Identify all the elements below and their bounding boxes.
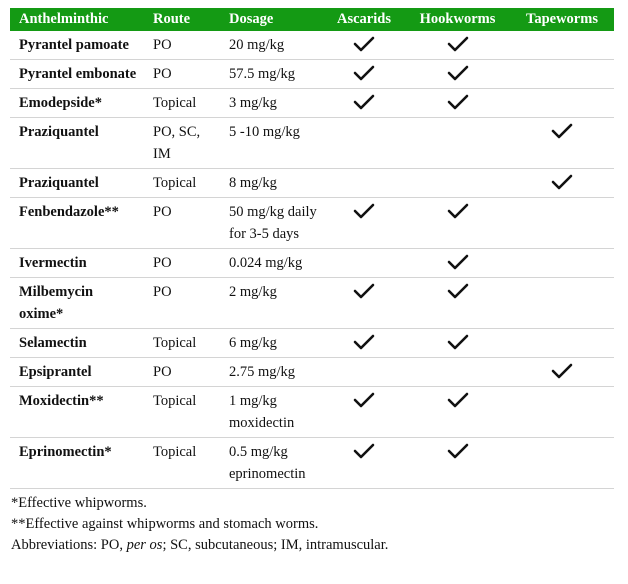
check-icon	[447, 253, 469, 271]
table-row	[10, 358, 614, 387]
table-row	[10, 89, 614, 118]
header-anthelminthic: Anthelminthic	[10, 8, 144, 31]
cell-tapeworms	[510, 169, 614, 198]
table-row	[10, 387, 614, 438]
cell-ascarids	[323, 89, 405, 118]
cell-ascarids	[323, 329, 405, 358]
header-row	[10, 8, 614, 31]
abbr-suffix: ; SC, subcutaneous; IM, intramuscular.	[162, 537, 389, 553]
table-row	[10, 329, 614, 358]
check-icon	[551, 173, 573, 191]
cell-route: Topical	[144, 169, 220, 198]
cell-ascarids	[323, 249, 405, 278]
table-row	[10, 31, 614, 60]
cell-tapeworms	[510, 278, 614, 329]
check-icon	[447, 202, 469, 220]
cell-ascarids	[323, 118, 405, 169]
cell-hookworms	[405, 249, 510, 278]
check-icon	[353, 391, 375, 409]
cell-anthelminthic: Praziquantel	[10, 118, 144, 169]
cell-route: Topical	[144, 329, 220, 358]
cell-anthelminthic: Selamectin	[10, 329, 144, 358]
check-icon	[447, 391, 469, 409]
cell-dosage: 6 mg/kg	[220, 329, 323, 358]
cell-dosage: 20 mg/kg	[220, 31, 323, 60]
cell-tapeworms	[510, 118, 614, 169]
cell-tapeworms	[510, 31, 614, 60]
table-header	[10, 8, 614, 31]
cell-tapeworms	[510, 358, 614, 387]
footnote-abbreviations	[11, 535, 614, 556]
check-icon	[551, 362, 573, 380]
cell-anthelminthic: Ivermectin	[10, 249, 144, 278]
cell-hookworms	[405, 329, 510, 358]
cell-dosage: 50 mg/kg daily for 3-5 days	[220, 198, 323, 249]
drug-table-container	[10, 8, 614, 556]
abbr-per-os: per os	[126, 537, 163, 553]
check-icon	[353, 35, 375, 53]
cell-hookworms	[405, 89, 510, 118]
cell-anthelminthic: Eprinomectin*	[10, 438, 144, 489]
table-row	[10, 60, 614, 89]
header-route: Route	[144, 8, 220, 31]
check-icon	[447, 93, 469, 111]
cell-dosage: 5 -10 mg/kg	[220, 118, 323, 169]
cell-anthelminthic: Moxidectin**	[10, 387, 144, 438]
check-icon	[551, 122, 573, 140]
cell-ascarids	[323, 198, 405, 249]
cell-ascarids	[323, 60, 405, 89]
table-row	[10, 118, 614, 169]
cell-tapeworms	[510, 438, 614, 489]
anthelminthic-table	[10, 8, 614, 489]
cell-hookworms	[405, 31, 510, 60]
cell-hookworms	[405, 198, 510, 249]
cell-dosage: 1 mg/kg moxidectin	[220, 387, 323, 438]
check-icon	[353, 202, 375, 220]
cell-tapeworms	[510, 329, 614, 358]
cell-dosage: 3 mg/kg	[220, 89, 323, 118]
check-icon	[353, 64, 375, 82]
check-icon	[447, 64, 469, 82]
cell-dosage: 2.75 mg/kg	[220, 358, 323, 387]
check-icon	[353, 282, 375, 300]
cell-route: PO	[144, 60, 220, 89]
cell-ascarids	[323, 31, 405, 60]
cell-hookworms	[405, 387, 510, 438]
cell-tapeworms	[510, 387, 614, 438]
table-row	[10, 438, 614, 489]
check-icon	[447, 442, 469, 460]
cell-route: Topical	[144, 438, 220, 489]
cell-anthelminthic: Emodepside*	[10, 89, 144, 118]
table-row	[10, 198, 614, 249]
cell-hookworms	[405, 438, 510, 489]
abbr-prefix: Abbreviations: PO,	[11, 537, 127, 553]
cell-anthelminthic: Milbemycin oxime*	[10, 278, 144, 329]
cell-tapeworms	[510, 198, 614, 249]
table-row	[10, 249, 614, 278]
cell-route: PO	[144, 249, 220, 278]
cell-anthelminthic: Praziquantel	[10, 169, 144, 198]
cell-anthelminthic: Epsiprantel	[10, 358, 144, 387]
cell-tapeworms	[510, 249, 614, 278]
cell-hookworms	[405, 60, 510, 89]
cell-ascarids	[323, 278, 405, 329]
footnotes	[10, 493, 614, 556]
footnote-stomach-worms: **Effective against whipworms and stomach worms.	[11, 516, 319, 532]
cell-hookworms	[405, 358, 510, 387]
footnote-whipworms: *Effective whipworms.	[11, 495, 147, 511]
cell-dosage: 0.024 mg/kg	[220, 249, 323, 278]
check-icon	[353, 93, 375, 111]
cell-route: Topical	[144, 387, 220, 438]
cell-dosage: 57.5 mg/kg	[220, 60, 323, 89]
header-hookworms: Hookworms	[405, 8, 510, 31]
check-icon	[353, 333, 375, 351]
cell-dosage: 0.5 mg/kg eprinomectin	[220, 438, 323, 489]
cell-anthelminthic: Pyrantel pamoate	[10, 31, 144, 60]
cell-hookworms	[405, 118, 510, 169]
check-icon	[447, 282, 469, 300]
header-dosage: Dosage	[220, 8, 323, 31]
cell-dosage: 2 mg/kg	[220, 278, 323, 329]
cell-route: PO	[144, 198, 220, 249]
cell-route: PO, SC, IM	[144, 118, 220, 169]
cell-tapeworms	[510, 60, 614, 89]
check-icon	[447, 333, 469, 351]
cell-route: PO	[144, 31, 220, 60]
table-body	[10, 31, 614, 489]
cell-route: PO	[144, 278, 220, 329]
cell-tapeworms	[510, 89, 614, 118]
cell-ascarids	[323, 358, 405, 387]
cell-route: Topical	[144, 89, 220, 118]
cell-hookworms	[405, 169, 510, 198]
table-row	[10, 169, 614, 198]
check-icon	[447, 35, 469, 53]
header-ascarids: Ascarids	[323, 8, 405, 31]
cell-anthelminthic: Pyrantel embonate	[10, 60, 144, 89]
cell-dosage: 8 mg/kg	[220, 169, 323, 198]
cell-anthelminthic: Fenbendazole**	[10, 198, 144, 249]
cell-ascarids	[323, 438, 405, 489]
table-row	[10, 278, 614, 329]
cell-ascarids	[323, 387, 405, 438]
header-tapeworms: Tapeworms	[510, 8, 614, 31]
cell-hookworms	[405, 278, 510, 329]
check-icon	[353, 442, 375, 460]
cell-ascarids	[323, 169, 405, 198]
cell-route: PO	[144, 358, 220, 387]
